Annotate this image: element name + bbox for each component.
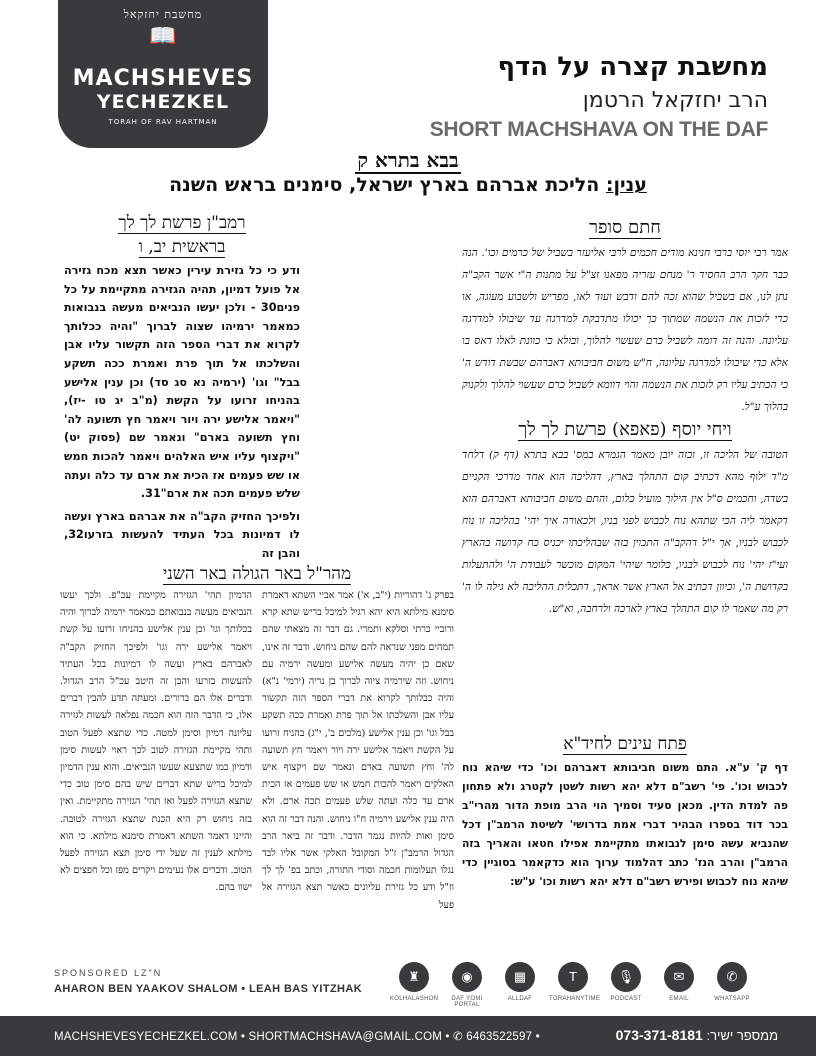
kol-halashon-icon: ♜ (399, 962, 429, 992)
topic-text: הליכת אברהם בארץ ישראל, סימנים בראש השנה (169, 174, 606, 196)
platform-label: ALLDAF (507, 996, 533, 1002)
chasam-sofer-text: אמר רבי יוסי ברבי חנינא מודים חכמים לרבי אליעזר בשביל של כרמים וכו'. הנה כבר חקר הרב החסיד ר' מנחם עזריה מפאנו זצ"ל על מתנות ה"י אשר הקב"ה נתן לנו, אם בשביל שהוא זכה להם ודבש ועוד לאו, מפריש ולשבוע מעוגה, או כדי לזכות את הנשמה שמתוך כך יכולו מתדבקת למדרגה עד שיבולו למדרגה עליונה. והנה זה דומה לשביל כרם שעשוי להלוך, ובולא כי כוונת לאלו דאס בו אלא כדי שיבולו למדרגה עליונה, ח"ש משום חביבותא דאברהם שבשת דודש ה' כי הכתיב עליו רק לזכות את הנשמה והוי דוומא לשביל כרם שעשוי להלוך ולקנוק בהלוך ע"ל. (462, 247, 788, 413)
maharal-heading: מהר"ל באר הגולה באר השני (162, 564, 352, 584)
ramban-paragraph: ולפיכך החזיק הקב"ה את אברהם בארץ ועשה לו דמיונות בכל העתיד להעשות בזרעו32, והבן זה (64, 509, 300, 560)
platform-label: TORAHANYTIME (549, 996, 601, 1002)
platform-label: KOLHALASHON (390, 996, 439, 1002)
email-icon: ✉ (664, 962, 694, 992)
logo-line2: YECHEZKEL (96, 91, 230, 113)
maharal-text: בפרק ג' דהוריות (י"ב, א') אמר אביי השתא דאמרת סימנא מילתא היא יהא רגיל למיכל בריש שתא קרא ורוביי כרתי וסלקא ותמרי. גם דבר זה מצאתי שהם תמהים מפני שנראה להם שהם ניחוש. ודבר זה אינו, שאם כן יהיה מעשה אלישע ומעשה ירמיה עם ניחוש. וזה שירמיה ציוה לברוך בן נריה (ירמי' נ"א) והיה כבלותך לקרוא את דברי הספר הזה תקשור עליו אבן והשלכתו אל תוך פרת ואמרת ככה תשקע בבל וגו' וכן ענין אלישע (מלכים ב', י"ג) בהניח זרועו על הקשת ויאמר אלישע ירה ויור ויאמר חץ תשועה לה' וחץ תשועה בארם ונאמר שם ויקצוף איש האלקים ויאמר להכות חמש או שש פעמים אז הכית ארם עד כלה ועתה שלש פעמים תכה ארם. ולא היה ענין אלישע וירמיה ח"ו ניחוש. והנה דבר זה הוא סימן ואות להיות נגמר הדבר. ודבר זה ביאר הרב הגדול הרמב"ן ז"ל המקובל האלקי אשר אליו לבד נגלו תעלומות חכמה וסודי התורה, וכתב בפ' לך לך וז"ל ודע כל גזירת עליונים כאשר תצא הגזירה אל פעל (262, 590, 454, 911)
pesach-einayim-text: דף ק' ע"א. התם משום חביבותא דאברהם וכו' כדי שיהא נוח לכבוש וכו'. פי' רשב"ם דלא יהא רשות לשטן לקטרג ולא פתחון פה למדת הדין. מכאן סעיד וסמיך הוי הרב מופת הדור מהרי"ב בכר דוד בספרו הבהיר דברי אמת בדרושי' לשיטת הרמב"ן דכל שהנביא עשה סימן לנבואתו מתקיימת אפילו חטאו והאריך בזה הרמב"ן והרב הנז' כתב דהלמוד ערוך הוא כדקאמר בסוגיין כדי שיהא נוח לכבוש ופירש רשב"ם דלא יהא רשות וכו' ע"ש: (462, 761, 788, 888)
page-title: מחשבת קצרה על הדף (497, 52, 768, 82)
ramban-subheading (64, 236, 300, 258)
logo (58, 0, 268, 148)
sponsor-names: AHARON BEN YAAKOV SHALOM • LEAH BAS YITZHAK (54, 983, 363, 995)
section-heading (64, 212, 300, 236)
section-heading (462, 216, 788, 242)
section-heading (462, 732, 788, 758)
phone-number: 073-371-8181 (615, 1027, 703, 1043)
maharal-text: הדמיון תהי' הגזירה מקיימת עכ"פ. ולכך יעשו הנביאים מעשה בנבואתם כמאמר ירמיה לברוך והיה בכלותך וגו' וכן ענין אלישע בהניחו זרועו על קשת ויאמר אלישע ירה וגו' ולפיכך החזיק הקב"ה לאברהם בארץ ועשה לו דמיונות בכל העתיד להעשות בזרעו והבן זה היטב עכ"ל הרב הגדול. ודברים אלו הם ברורים. ומעתה תדע להבין דברים אלו, כי הדבר הזה הוא חכמה נפלאה לעשות לגזירה עליונה דמיון וסימן למטה. כדי שתצא לפעל הטוב ותהי מקיימת הגזירה לטוב לכך ראוי לעשות סימן ודמיון כמו שתצעא שעשו הנביאים. והוא ענין הדמיון למיכל בריש שתא דברים שיש בהם סימן טוב כדי שתצא הגזירה לפעל ואז תהי' הגזירה מתקיימת. ואין בזה ניחוש רק היא הכנת שתצא הגזירה לטובה. והיינו דאמר השתא דאמרת סימנא מילתא. כי הוא מילתא לענין זה שעל ידי סימן תצא הגזירה לפעל הטוב. ודברים אלו נעימים ויקרים מפז וכל חפצים לא ישוו בהם. (60, 590, 252, 894)
chasam-sofer-section (462, 216, 788, 422)
maharal-column-right (262, 587, 454, 918)
whatsapp-icon: ✆ (717, 962, 747, 992)
platform-label: DAF YOMI PORTAL (451, 996, 483, 1008)
platform-link-kol-halashon[interactable] (390, 962, 438, 1008)
platform-link-whatsapp[interactable] (708, 962, 756, 1008)
platform-label: EMAIL (669, 996, 689, 1002)
page-title-english: SHORT MACHSHAVA ON THE DAF (429, 118, 768, 141)
alldaf-icon: ▦ (505, 962, 535, 992)
vayechi-yosef-text: הטובה של הליכה זו, וכזה יובן מאמר הגמרא במס' בבא בתרא (דף ק) דלחד מ"ד ילוף מהא דכתיב קום התהלך בארץ, דהליכה הוא אחד מדרכי הקניים בשדה, וחכמים ס"ל אין הילוך מועיל כלום, והתם משום חביבותא דאברהם הוא דקאמר ליה הכי שתהא נוח לכבוש לפני בניו, ולכאורה איך יהי' בהליכה זו נוח לכבוש לבניו, אך י"ל דהקב"ה התכוין בזה שבהליכתו יכניס כח קדושה בהארץ ועי"ז יהי' נוח לכבוש לבניו, כלומר שיהי' המקום מוכשר לעבודת ה' ולהתעלות בקדושת ה', וכיוון דכתיב אל הארץ אשר אראך, דתכלית ההליכה לא גילה לו ה' רק מה שאמר לו קום התהלך בארץ לארכה ולרחבה, וא"ש. (462, 449, 788, 615)
platform-link-email[interactable] (655, 962, 703, 1008)
footer-bar (0, 1016, 816, 1056)
platform-link-podcast[interactable] (602, 962, 650, 1008)
vayechi-yosef-heading: ויחי יוסף (פאפא) פרשת לך לך (518, 419, 732, 440)
platform-link-torahanytime[interactable] (549, 962, 601, 1008)
topic-label: ענין: (605, 174, 647, 196)
sponsor-label: SPONSORED LZ"N (54, 968, 163, 978)
ramban-paragraph: ודע כי כל גזירת עירין כאשר תצא מכח גזירה אל פועל דמיון, תהיה הגזירה מתקיימת על כל פנים30 - ולכן יעשו הנביאים מעשה בנבואות כמאמר ירמיהו שצוה לברוך "והיה ככלותך לקרוא את דברי הספר הזה תקשור עליו אבן והשלכתו אל תוך פרת ואמרת ככה תשקע בבל" וגו' (ירמיה נא סג סד) וכן ענין אלישע בהניחו זרועו על הקשת (מ"ב יג טו -יז), "ויאמר אלישע ירה ויור ויאמר חץ תשועה לה' וחץ תשועה בארם" ונאמר שם (פסוק יט) "ויקצוף עליו איש האלהים ויאמר להכות חמש או שש פעמים אז הכית את ארם עד כלה ועתה שלש פעמים תכה את ארם"31. (64, 264, 300, 501)
book-icon: 📖 (149, 24, 177, 49)
platform-link-alldaf[interactable] (496, 962, 544, 1008)
logo-line1: MACHSHEVES (72, 66, 254, 91)
platform-link-daf-yomi-portal[interactable] (443, 962, 491, 1008)
tractate-text: בבא בתרא ק (357, 148, 459, 172)
platform-links (390, 962, 756, 1008)
maharal-section (60, 563, 454, 918)
topic-line (60, 174, 756, 196)
daf-yomi-portal-icon: ◉ (452, 962, 482, 992)
maharal-columns (60, 587, 454, 918)
section-heading (60, 563, 454, 587)
ramban-subheading-text: בראשית יב, ו (138, 237, 226, 257)
footer-phone[interactable] (616, 1027, 778, 1043)
logo-hebrew: מחשבת יחזקאל (123, 8, 203, 21)
tractate-title (0, 148, 816, 173)
pesach-einayim-heading: פתח עינים לחיד"א (563, 734, 687, 754)
platform-label: WHATSAPP (714, 996, 750, 1002)
maharal-column-left (60, 587, 252, 918)
footer-contact[interactable]: MACHSHEVESYECHEZKEL.COM • SHORTMACHSHAVA@GMAIL.COM • ✆ 6463522597 • (54, 1031, 540, 1043)
logo-tagline: TORAH OF RAV HARTMAN (108, 118, 218, 126)
ramban-heading: רמב"ן פרשת לך לך (118, 213, 246, 233)
torahanytime-icon: T (558, 962, 588, 992)
vayechi-yosef-section (462, 418, 788, 624)
sponsor-block (54, 968, 362, 995)
chasam-sofer-heading: חתם סופר (589, 217, 661, 238)
platform-label: PODCAST (610, 996, 642, 1002)
podcast-icon: 🎙 (611, 962, 641, 992)
ramban-section (64, 212, 300, 568)
pesach-einayim-section (462, 732, 788, 895)
section-heading (462, 418, 788, 444)
author-name: הרב יחזקאל הרטמן (582, 88, 768, 113)
phone-label: ממספר ישיר: (706, 1028, 778, 1043)
